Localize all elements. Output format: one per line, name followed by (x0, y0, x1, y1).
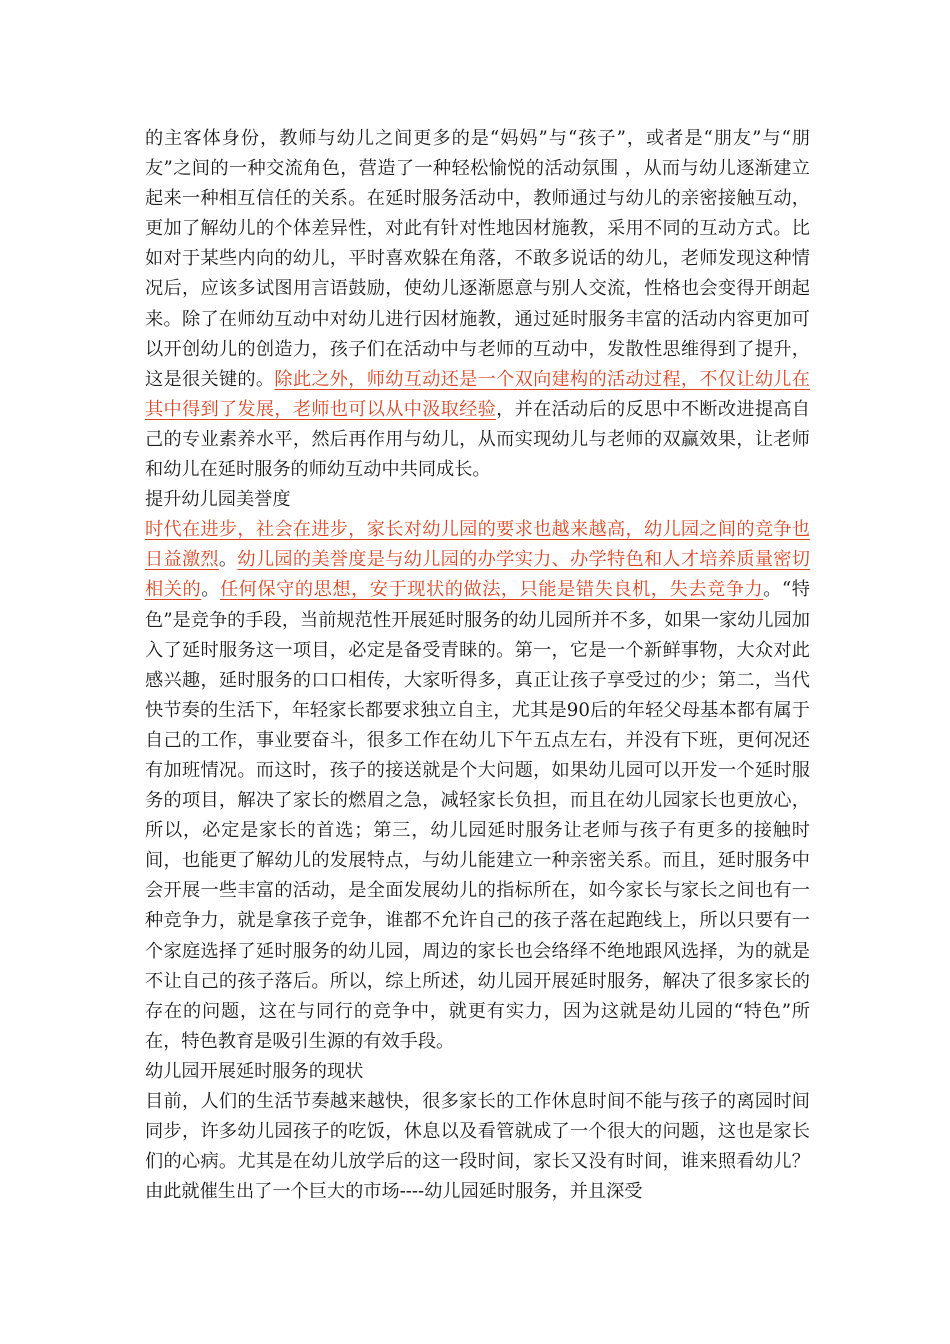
highlighted-sentence: 时代在进步，社会在进步，家长对幼儿园的要求也越来越高，幼儿园之间的竞争也日益激烈 (145, 519, 810, 571)
paragraph-current-status (145, 1087, 810, 1207)
document-body (145, 124, 810, 1207)
paragraph-text: 。“特色”是竞争的手段，当前规范性开展延时服务的幼儿园所并不多，如果一家幼儿园加入了延时服务这一项目，必定是备受青睐的。第一，它是一个新鲜事物，大众对此感兴趣，延时服务的口口相传，大家听得多，真正让孩子享受过的少；第二，当代快节奏的生活下，年轻家长都要求独立自主，尤其是90后的年轻父母基本都有属于自己的工作，事业要奋斗，很多工作在幼儿下午五点左右，并没有下班，更何况还有加班情况。而这时，孩子的接送就是个大问题，如果幼儿园可以开发一个延时服务的项目，解决了家长的燃眉之急，减轻家长负担，而且在幼儿园家长也更放心，所以，必定是家长的首选；第三，幼儿园延时服务让老师与孩子有更多的接触时间，也能更了解幼儿的发展特点，与幼儿能建立一种亲密关系。而且，延时服务中会开展一些丰富的活动，是全面发展幼儿的指标所在，如今家长与家长之间也有一种竞争力，就是拿孩子竞争，谁都不允许自己的孩子落在起跑线上，所以只要有一个家庭选择了延时服务的幼儿园，周边的家长也会络绎不绝地跟风选择，为的就是不让自己的孩子落后。所以，综上所述，幼儿园开展延时服务，解决了很多家长的存在的问题，这在与同行的竞争中，就更有实力，因为这就是幼儿园的“特色”所在，特色教育是吸引生源的有效手段。 (145, 579, 810, 1052)
paragraph-reputation (145, 515, 810, 1057)
highlighted-sentence: 任何保守的思想，安于现状的做法，只能是错失良机，失去竞争力 (219, 579, 764, 601)
paragraph-text: 的主客体身份，教师与幼儿之间更多的是“妈妈”与“孩子”，或者是“朋友”与“朋友”之间的一种交流角色，营造了一种轻松愉悦的活动氛围 ，从而与幼儿逐渐建立起来一种相互信任的关系。在延时服务活动中，教师通过与幼儿的亲密接触互动，更加了解幼儿的个体差异性，对此有针对性地因材施教，采用不同的互动方式。比如对于某些内向的幼儿，平时喜欢躲在角落，不敢多说话的幼儿，老师发现这种情况后，应该多试图用言语鼓励，使幼儿逐渐愿意与别人交流，性格也会变得开朗起来。除了在师幼互动中对幼儿进行因材施教，通过延时服务丰富的活动内容更加可以开创幼儿的创造力，孩子们在活动中与老师的互动中，发散性思维得到了提升，这是很关键的。 (145, 128, 810, 390)
highlighted-sentence: 除此之外，师幼互动还是一个双向建构的活动过程，不仅让幼儿在其中得到了发展，老师也可以从中汲取经验 (145, 368, 810, 420)
paragraph-text: 目前，人们的生活节奏越来越快，很多家长的工作休息时间不能与孩子的离园时间同步，许多幼儿园孩子的吃饭，休息以及看管就成了一个很大的问题，这也是家长们的心病。尤其是在幼儿放学后的这一段时间，家长又没有时间，谁来照看幼儿？由此就催生出了一个巨大的市场----幼儿园延时服务，并且深受 (145, 1091, 810, 1203)
paragraph-text: 。 (201, 579, 220, 601)
section-heading-reputation: 提升幼儿园美誉度 (145, 489, 291, 511)
paragraph-teacher-child-interaction (145, 124, 810, 485)
section-heading-current-status: 幼儿园开展延时服务的现状 (145, 1060, 364, 1082)
highlighted-sentence: 幼儿园的美誉度是与幼儿园的办学实力、办学特色和人才培养质量密切相关的 (145, 549, 810, 601)
paragraph-text: 。 (218, 549, 238, 571)
paragraph-text: ，并在活动后的反思中不断改进提高自己的专业素养水平，然后再作用与幼儿，从而实现幼儿与老师的双赢效果，让老师和幼儿在延时服务的师幼互动中共同成长。 (145, 398, 810, 481)
